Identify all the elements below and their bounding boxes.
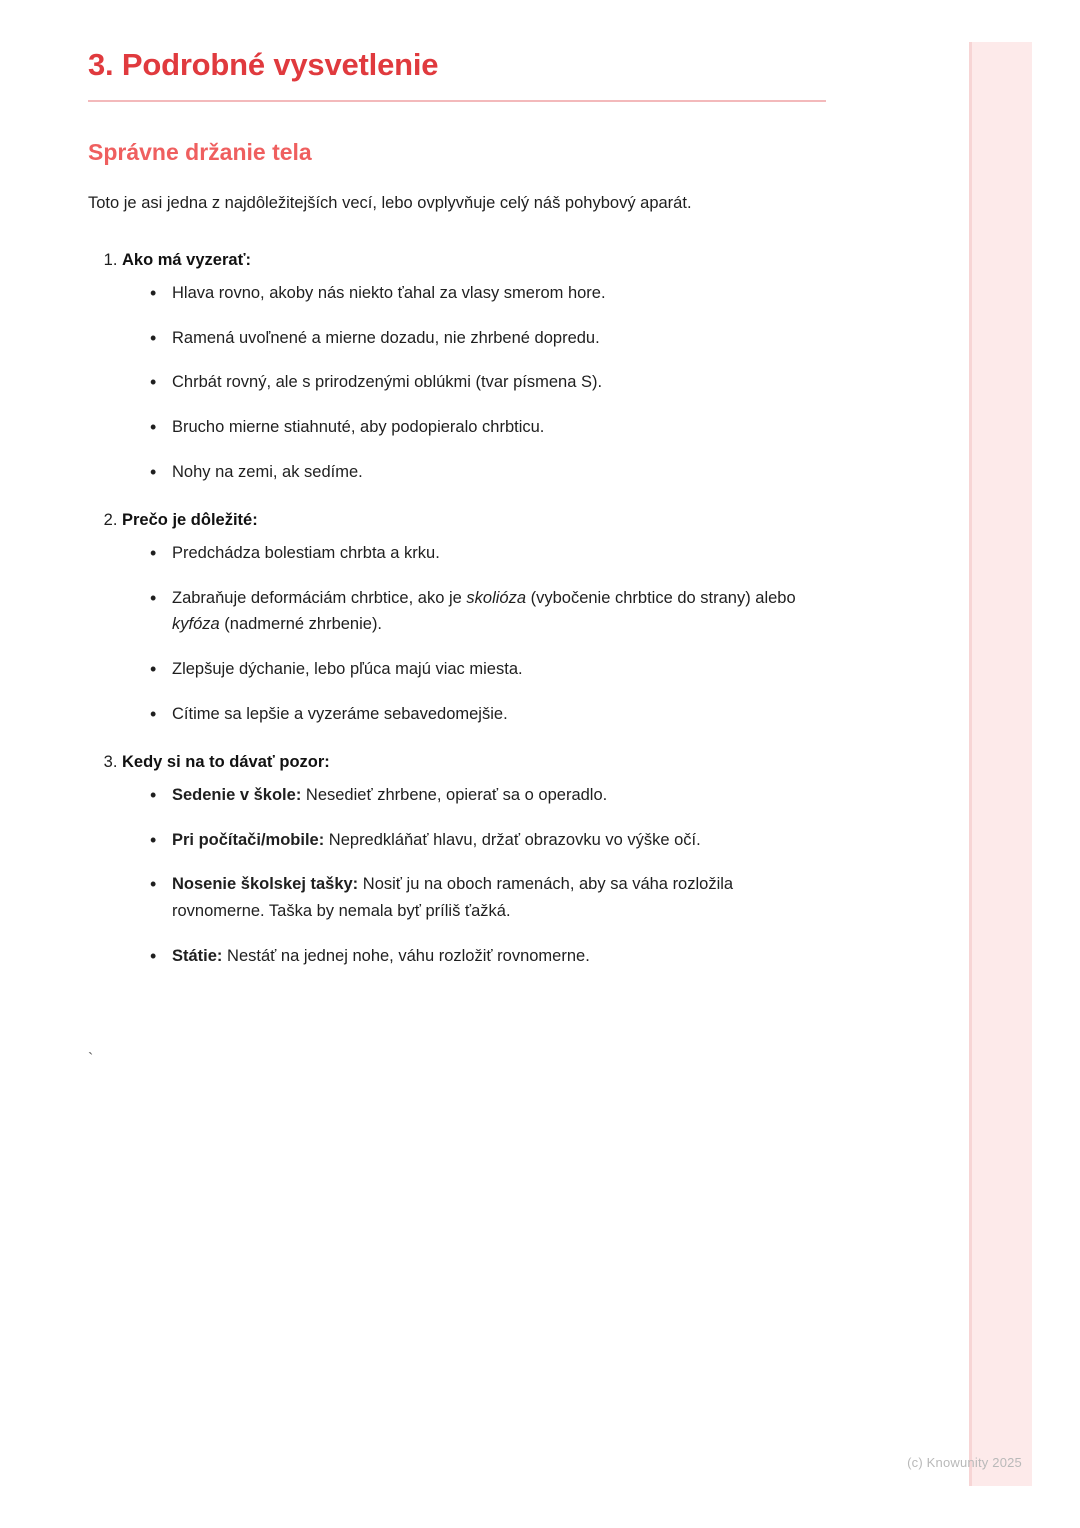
list-item-heading: 1. Ako má vyzerať: xyxy=(122,251,251,270)
bullet-item xyxy=(150,827,828,854)
bullet-lead: Pri počítači/mobile: xyxy=(172,830,325,849)
bullet-lead: Sedenie v škole: xyxy=(172,785,302,804)
bullet-item xyxy=(150,459,828,486)
bullet-text: Hlava rovno, akoby nás niekto ťahal za vlasy smerom hore. xyxy=(172,283,606,302)
list-item-heading: 3. Kedy si na to dávať pozor: xyxy=(122,753,330,772)
decorative-side-line xyxy=(969,42,972,1486)
bullet-text: Predchádza bolestiam chrbta a krku. xyxy=(172,543,440,562)
sub-bullet-list xyxy=(122,782,828,970)
bullet-item xyxy=(150,871,828,924)
bullet-item xyxy=(150,369,828,396)
bullet-text: Chrbát rovný, ale s prirodzenými oblúkmi (tvar písmena S). xyxy=(172,373,603,392)
bullet-item xyxy=(150,280,828,307)
bullet-item xyxy=(150,414,828,441)
bullet-text: Nosiť ju na oboch ramenách, aby sa váha rozložila rovnomerne. Taška by nemala byť príliš ťažká. xyxy=(172,875,734,920)
sub-bullet-list xyxy=(122,280,828,486)
bullet-text-italic: Zabraňuje deformáciám chrbtice, ako je skolióza (vybočenie chrbtice do strany) alebo kyfóza (nadmerné zhrbenie). xyxy=(172,588,796,634)
bullet-lead: Nosenie školskej tašky: xyxy=(172,875,359,894)
title-divider xyxy=(88,100,826,102)
bullet-text: Cítime sa lepšie a vyzeráme sebavedomejšie. xyxy=(172,704,508,723)
bullet-item xyxy=(150,540,828,567)
page-title: 3. Podrobné vysvetlenie xyxy=(88,47,439,82)
stray-backtick: ` xyxy=(88,1051,94,1068)
decorative-side-band xyxy=(972,42,1032,1486)
numbered-list xyxy=(88,247,828,969)
bullet-item xyxy=(150,782,828,809)
intro-paragraph: Toto je asi jedna z najdôležitejších vecí, lebo ovplyvňuje celý náš pohybový aparát. xyxy=(88,193,692,212)
bullet-item xyxy=(150,325,828,352)
bullet-text: Nestáť na jednej nohe, váhu rozložiť rovnomerne. xyxy=(227,946,590,965)
bullet-item xyxy=(150,585,828,638)
bullet-item xyxy=(150,943,828,970)
bullet-item xyxy=(150,701,828,728)
bullet-text: Brucho mierne stiahnuté, aby podopieralo chrbticu. xyxy=(172,417,545,436)
watermark: (c) Knowunity 2025 xyxy=(907,1455,1022,1470)
sub-bullet-list xyxy=(122,540,828,728)
bullet-text: Zlepšuje dýchanie, lebo pľúca majú viac miesta. xyxy=(172,659,523,678)
bullet-text: Nepredkláňať hlavu, držať obrazovku vo výške očí. xyxy=(328,830,701,849)
list-item xyxy=(122,247,828,485)
bullet-lead: Státie: xyxy=(172,946,223,965)
document-content xyxy=(88,46,828,991)
list-item xyxy=(122,749,828,969)
section-title: Správne držanie tela xyxy=(88,138,312,165)
bullet-text: Nesedieť zhrbene, opierať sa o operadlo. xyxy=(305,785,608,804)
list-item-heading: 2. Prečo je dôležité: xyxy=(122,511,258,530)
list-item xyxy=(122,507,828,727)
bullet-text: Nohy na zemi, ak sedíme. xyxy=(172,462,363,481)
bullet-item xyxy=(150,656,828,683)
bullet-text: Ramená uvoľnené a mierne dozadu, nie zhrbené dopredu. xyxy=(172,328,600,347)
